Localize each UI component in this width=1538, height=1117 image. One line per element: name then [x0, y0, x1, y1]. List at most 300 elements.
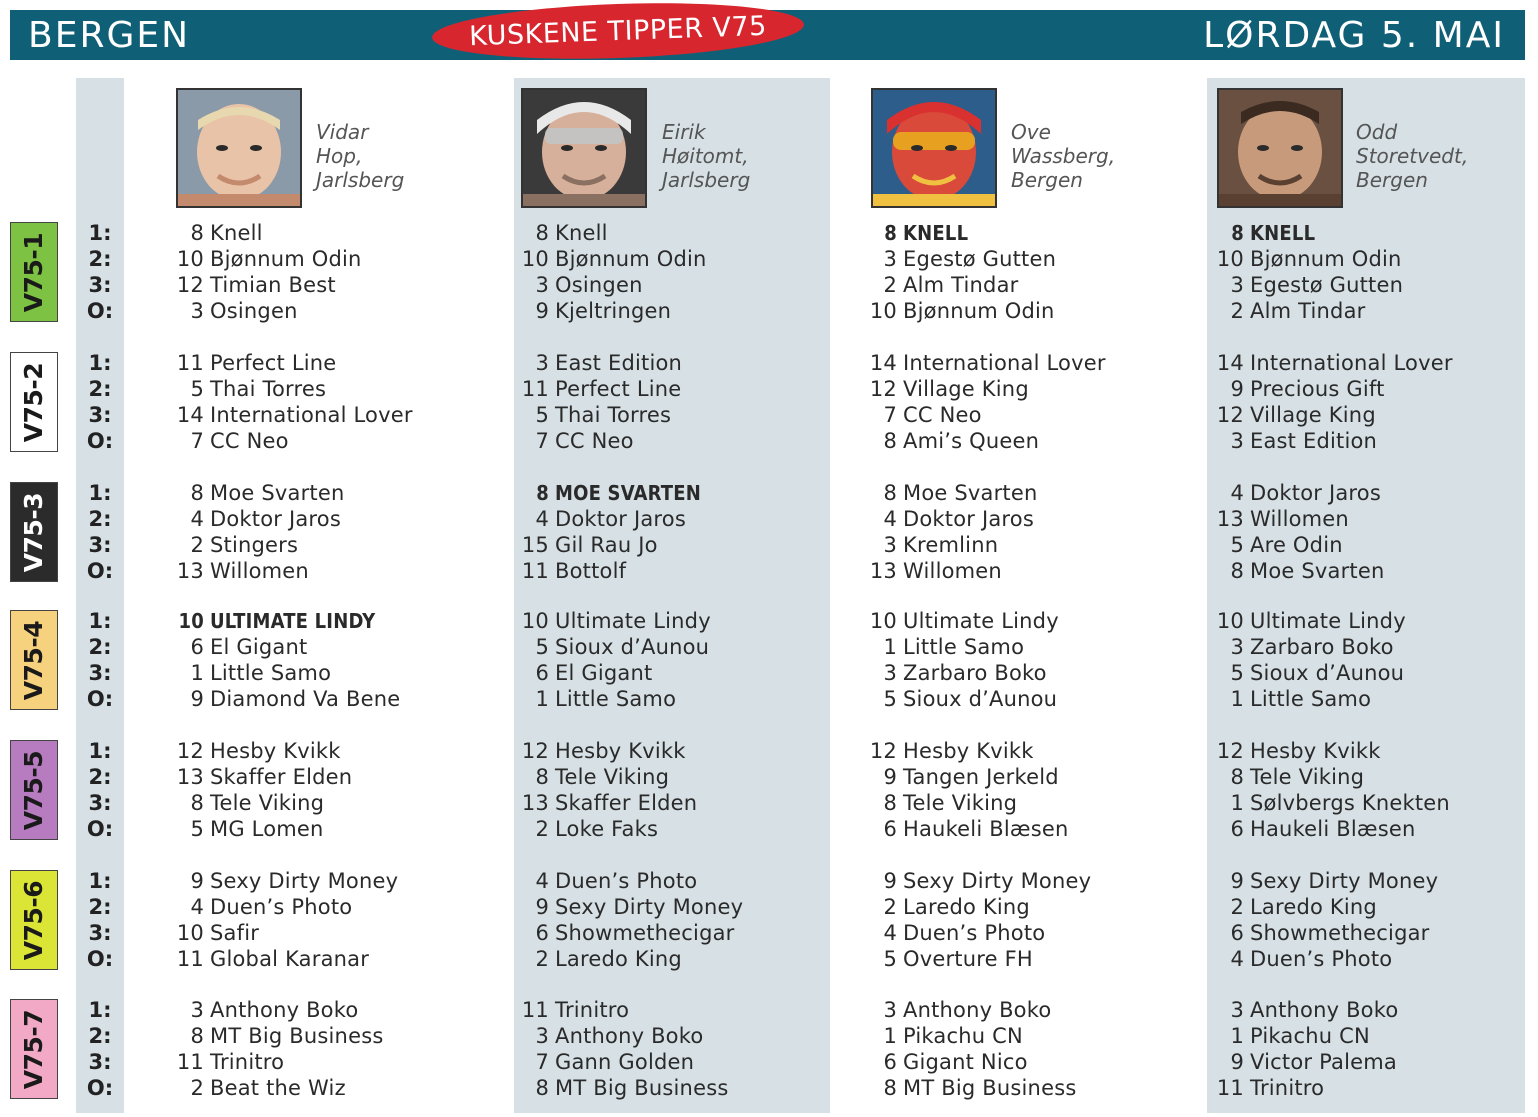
horse-number: 2	[1230, 299, 1244, 323]
horse-pick	[869, 997, 1051, 1023]
horse-name: El Gigant	[555, 661, 653, 685]
horse-number: 3	[1230, 635, 1244, 659]
horse-number: 15	[521, 533, 549, 557]
horse-pick	[1216, 220, 1315, 246]
horse-name: Little Samo	[903, 635, 1025, 659]
horse-pick	[869, 816, 1068, 842]
horse-number: 1	[1230, 1024, 1244, 1048]
horse-pick	[1216, 920, 1430, 946]
horse-name: Pikachu CN	[1250, 1024, 1370, 1048]
badge-text: KUSKENE TIPPER V75	[468, 10, 768, 52]
horse-name: Sexy Dirty Money	[1250, 869, 1439, 893]
horse-pick	[869, 506, 1034, 532]
horse-name: Hesby Kvikk	[210, 739, 341, 763]
horse-pick	[176, 764, 352, 790]
horse-number: 6	[883, 1050, 897, 1074]
horse-name: Doktor Jaros	[555, 507, 686, 531]
horse-pick	[869, 246, 1056, 272]
horse-pick	[869, 480, 1038, 506]
position-label: O:	[86, 1076, 114, 1100]
horse-number: 12	[521, 739, 549, 763]
horse-number: 8	[535, 221, 549, 245]
horse-name: Loke Faks	[555, 817, 659, 841]
horse-pick	[176, 532, 298, 558]
horse-pick	[176, 506, 341, 532]
horse-number: 11	[521, 559, 549, 583]
horse-name: Sioux d’Aunou	[903, 687, 1058, 711]
horse-number: 11	[521, 377, 549, 401]
horse-name: Duen’s Photo	[210, 895, 353, 919]
horse-number: 5	[883, 687, 897, 711]
horse-pick	[1216, 634, 1394, 660]
horse-name: Tele Viking	[1250, 765, 1365, 789]
position-label: 3:	[88, 1050, 112, 1074]
horse-name: Little Samo	[210, 661, 332, 685]
driver-face-icon	[523, 90, 645, 206]
position-label: 2:	[88, 507, 112, 531]
position-label: O:	[86, 817, 114, 841]
horse-pick	[521, 220, 608, 246]
horse-name: Skaffer Elden	[210, 765, 353, 789]
horse-pick	[176, 997, 358, 1023]
driver-photo	[521, 88, 647, 208]
horse-name: Gann Golden	[555, 1050, 695, 1074]
horse-number: 6	[883, 817, 897, 841]
horse-number: 4	[883, 921, 897, 945]
horse-number: 10	[176, 247, 204, 271]
position-label: O:	[86, 299, 114, 323]
position-label: 3:	[88, 273, 112, 297]
horse-name: Beat the Wiz	[210, 1076, 346, 1100]
driver-face-icon	[873, 90, 995, 206]
horse-pick	[176, 350, 336, 376]
horse-pick	[521, 1075, 728, 1101]
horse-number: 12	[1216, 739, 1244, 763]
horse-name: Diamond Va Bene	[210, 687, 401, 711]
race-label	[10, 610, 58, 710]
horse-pick	[869, 634, 1024, 660]
horse-number: 8	[884, 221, 897, 245]
horse-pick	[521, 660, 652, 686]
horse-name: CC Neo	[555, 429, 634, 453]
horse-name: Moe Svarten	[903, 481, 1038, 505]
horse-pick	[521, 790, 697, 816]
horse-number: 3	[190, 299, 204, 323]
horse-name: Zarbaro Boko	[1250, 635, 1394, 659]
horse-number: 7	[535, 429, 549, 453]
horse-number: 8	[1230, 765, 1244, 789]
horse-name: Willomen	[903, 559, 1002, 583]
horse-name: Bottolf	[555, 559, 627, 583]
horse-name: Hesby Kvikk	[555, 739, 686, 763]
driver-name: Odd Storetvedt, Bergen	[1356, 120, 1469, 192]
horse-number: 3	[883, 661, 897, 685]
horse-name: Anthony Boko	[903, 998, 1052, 1022]
horse-number: 1	[1230, 791, 1244, 815]
horse-name: Sexy Dirty Money	[903, 869, 1092, 893]
horse-number: 6	[1230, 817, 1244, 841]
horse-number: 3	[883, 533, 897, 557]
horse-pick	[869, 376, 1029, 402]
horse-number: 13	[176, 559, 204, 583]
horse-name: Knell	[210, 221, 263, 245]
horse-pick	[1216, 558, 1385, 584]
horse-pick	[521, 272, 643, 298]
horse-name: KNELL	[1250, 221, 1316, 245]
driver-photo	[176, 88, 302, 208]
horse-pick	[176, 894, 352, 920]
horse-pick	[521, 428, 634, 454]
horse-name: Alm Tindar	[903, 273, 1019, 297]
horse-pick	[869, 428, 1039, 454]
horse-name: CC Neo	[903, 403, 982, 427]
horse-pick	[1216, 997, 1398, 1023]
horse-pick	[176, 608, 375, 634]
horse-pick	[521, 816, 658, 842]
horse-pick	[1216, 480, 1381, 506]
horse-name: Tangen Jerkeld	[903, 765, 1059, 789]
race-label	[10, 870, 58, 970]
horse-number: 7	[535, 1050, 549, 1074]
horse-name: El Gigant	[210, 635, 308, 659]
horse-number: 8	[536, 481, 549, 505]
horse-pick	[521, 298, 671, 324]
horse-pick	[1216, 816, 1415, 842]
horse-name: Alm Tindar	[1250, 299, 1366, 323]
horse-name: Anthony Boko	[1250, 998, 1399, 1022]
horse-number: 8	[1230, 559, 1244, 583]
horse-pick	[869, 764, 1059, 790]
horse-name: Bjønnum Odin	[903, 299, 1055, 323]
race-label-text: V75-6	[19, 880, 49, 960]
horse-pick	[869, 272, 1019, 298]
horse-number: 13	[521, 791, 549, 815]
horse-number: 8	[190, 791, 204, 815]
horse-number: 10	[869, 609, 897, 633]
race-label	[10, 482, 58, 582]
horse-pick	[176, 272, 336, 298]
horse-number: 7	[190, 429, 204, 453]
horse-number: 9	[190, 869, 204, 893]
horse-pick	[869, 298, 1055, 324]
position-label: 1:	[88, 609, 112, 633]
horse-name: Skaffer Elden	[555, 791, 698, 815]
horse-number: 12	[176, 273, 204, 297]
horse-pick	[521, 686, 676, 712]
horse-number: 3	[883, 247, 897, 271]
race-label-text: V75-1	[19, 232, 49, 312]
horse-number: 12	[1216, 403, 1244, 427]
horse-name: Knell	[555, 221, 608, 245]
horse-name: Sioux d’Aunou	[555, 635, 710, 659]
horse-name: Perfect Line	[210, 351, 337, 375]
horse-pick	[176, 428, 289, 454]
horse-name: Trinitro	[555, 998, 630, 1022]
horse-pick	[521, 997, 629, 1023]
race-label-text: V75-3	[19, 492, 49, 572]
horse-number: 13	[1216, 507, 1244, 531]
horse-pick	[521, 1023, 703, 1049]
horse-name: Moe Svarten	[1250, 559, 1385, 583]
position-label: 2:	[88, 1024, 112, 1048]
horse-name: Victor Palema	[1250, 1050, 1397, 1074]
horse-number: 3	[1230, 429, 1244, 453]
race-label-text: V75-4	[19, 620, 49, 700]
horse-name: Perfect Line	[555, 377, 682, 401]
position-label: 1:	[88, 739, 112, 763]
horse-name: Doktor Jaros	[210, 507, 341, 531]
horse-name: Osingen	[555, 273, 643, 297]
horse-number: 1	[535, 687, 549, 711]
horse-pick	[1216, 894, 1377, 920]
horse-number: 5	[883, 947, 897, 971]
horse-number: 8	[883, 791, 897, 815]
horse-name: KNELL	[903, 221, 969, 245]
horse-pick	[521, 350, 682, 376]
horse-pick	[521, 376, 681, 402]
horse-number: 8	[190, 1024, 204, 1048]
horse-pick	[176, 946, 369, 972]
horse-pick	[176, 686, 400, 712]
race-label	[10, 999, 58, 1099]
horse-name: Zarbaro Boko	[903, 661, 1047, 685]
horse-name: Anthony Boko	[210, 998, 359, 1022]
location-title: BERGEN	[28, 15, 191, 56]
horse-number: 10	[1216, 247, 1244, 271]
horse-name: Egestø Gutten	[903, 247, 1057, 271]
horse-name: Village King	[1250, 403, 1376, 427]
position-label: 3:	[88, 791, 112, 815]
horse-pick	[869, 946, 1033, 972]
horse-name: Doktor Jaros	[1250, 481, 1381, 505]
horse-pick	[869, 220, 968, 246]
horse-name: Bjønnum Odin	[555, 247, 707, 271]
driver-name: Ove Wassberg, Bergen	[1011, 120, 1116, 192]
horse-number: 6	[190, 635, 204, 659]
position-label: 1:	[88, 221, 112, 245]
race-label	[10, 740, 58, 840]
horse-pick	[521, 920, 735, 946]
horse-number: 9	[535, 299, 549, 323]
horse-number: 1	[883, 1024, 897, 1048]
horse-number: 3	[883, 998, 897, 1022]
position-label: 2:	[88, 765, 112, 789]
horse-name: Laredo King	[555, 947, 682, 971]
horse-number: 11	[176, 947, 204, 971]
horse-name: CC Neo	[210, 429, 289, 453]
position-label: O:	[86, 687, 114, 711]
horse-pick	[869, 1023, 1023, 1049]
horse-name: Ultimate Lindy	[1250, 609, 1406, 633]
horse-number: 9	[1230, 377, 1244, 401]
horse-number: 1	[190, 661, 204, 685]
horse-pick	[521, 246, 707, 272]
horse-pick	[1216, 246, 1402, 272]
horse-number: 5	[1230, 661, 1244, 685]
horse-pick	[869, 350, 1106, 376]
horse-name: Osingen	[210, 299, 298, 323]
horse-number: 3	[535, 351, 549, 375]
horse-pick	[176, 790, 324, 816]
horse-name: Sølvbergs Knekten	[1250, 791, 1450, 815]
horse-name: Kremlinn	[903, 533, 999, 557]
horse-number: 10	[176, 921, 204, 945]
horse-pick	[176, 402, 413, 428]
driver-face-icon	[178, 90, 300, 206]
horse-pick	[869, 790, 1017, 816]
horse-number: 3	[535, 1024, 549, 1048]
horse-pick	[869, 660, 1047, 686]
horse-pick	[869, 558, 1002, 584]
horse-pick	[176, 220, 263, 246]
horse-number: 5	[190, 817, 204, 841]
horse-pick	[869, 1075, 1076, 1101]
horse-pick	[521, 894, 743, 920]
horse-name: MT Big Business	[903, 1076, 1077, 1100]
horse-number: 2	[190, 533, 204, 557]
horse-pick	[176, 246, 362, 272]
horse-pick	[176, 868, 398, 894]
horse-pick	[869, 402, 982, 428]
horse-number: 8	[1231, 221, 1244, 245]
horse-name: Tele Viking	[903, 791, 1018, 815]
horse-pick	[1216, 1075, 1324, 1101]
position-label: 2:	[88, 247, 112, 271]
horse-pick	[1216, 532, 1343, 558]
horse-number: 3	[1230, 998, 1244, 1022]
horse-name: Tele Viking	[555, 765, 670, 789]
horse-pick	[869, 608, 1059, 634]
horse-number: 6	[1230, 921, 1244, 945]
horse-pick	[1216, 428, 1377, 454]
horse-pick	[1216, 506, 1349, 532]
date-title: LØRDAG 5. MAI	[1203, 15, 1505, 56]
position-label: 1:	[88, 869, 112, 893]
horse-pick	[176, 1023, 383, 1049]
horse-name: Gigant Nico	[903, 1050, 1028, 1074]
horse-number: 5	[535, 635, 549, 659]
horse-name: Hesby Kvikk	[903, 739, 1034, 763]
horse-pick	[176, 920, 259, 946]
horse-pick	[521, 608, 711, 634]
horse-number: 9	[1230, 1050, 1244, 1074]
horse-pick	[1216, 660, 1404, 686]
horse-name: MG Lomen	[210, 817, 324, 841]
position-label: 1:	[88, 351, 112, 375]
horse-pick	[869, 894, 1030, 920]
horse-number: 14	[1216, 351, 1244, 375]
horse-name: Little Samo	[555, 687, 677, 711]
horse-pick	[176, 660, 331, 686]
horse-number: 9	[190, 687, 204, 711]
horse-number: 1	[1230, 687, 1244, 711]
horse-pick	[176, 738, 341, 764]
horse-pick	[521, 946, 682, 972]
horse-number: 7	[883, 403, 897, 427]
horse-name: Trinitro	[210, 1050, 285, 1074]
horse-pick	[176, 480, 345, 506]
position-label: 1:	[88, 998, 112, 1022]
horse-number: 4	[190, 507, 204, 531]
horse-number: 6	[535, 921, 549, 945]
horse-number: 10	[521, 247, 549, 271]
horse-name: Thai Torres	[210, 377, 327, 401]
horse-pick	[869, 920, 1045, 946]
horse-number: 6	[535, 661, 549, 685]
horse-name: Haukeli Blæsen	[903, 817, 1069, 841]
horse-name: Ultimate Lindy	[555, 609, 711, 633]
horse-name: Duen’s Photo	[903, 921, 1046, 945]
horse-number: 9	[883, 765, 897, 789]
horse-name: MT Big Business	[210, 1024, 384, 1048]
horse-pick	[1216, 402, 1376, 428]
horse-number: 4	[1230, 481, 1244, 505]
horse-pick	[1216, 608, 1406, 634]
horse-number: 5	[1230, 533, 1244, 557]
horse-number: 10	[1216, 609, 1244, 633]
horse-number: 8	[883, 1076, 897, 1100]
horse-pick	[521, 532, 658, 558]
horse-pick	[521, 738, 686, 764]
horse-number: 10	[869, 299, 897, 323]
horse-name: Sexy Dirty Money	[555, 895, 744, 919]
horse-pick	[176, 816, 324, 842]
horse-number: 13	[869, 559, 897, 583]
horse-pick	[521, 868, 697, 894]
horse-number: 2	[535, 817, 549, 841]
horse-number: 8	[190, 221, 204, 245]
horse-name: Laredo King	[903, 895, 1030, 919]
race-label	[10, 222, 58, 322]
horse-name: International Lover	[1250, 351, 1453, 375]
position-label: 2:	[88, 895, 112, 919]
horse-name: Sexy Dirty Money	[210, 869, 399, 893]
horse-number: 9	[1230, 869, 1244, 893]
horse-pick	[521, 764, 669, 790]
horse-name: Laredo King	[1250, 895, 1377, 919]
horse-number: 2	[883, 273, 897, 297]
horse-name: Timian Best	[210, 273, 336, 297]
horse-name: Ami’s Queen	[903, 429, 1040, 453]
horse-pick	[521, 558, 626, 584]
horse-number: 8	[190, 481, 204, 505]
horse-number: 11	[521, 998, 549, 1022]
horse-pick	[1216, 764, 1364, 790]
horse-name: Sioux d’Aunou	[1250, 661, 1405, 685]
horse-pick	[1216, 376, 1385, 402]
horse-number: 8	[535, 1076, 549, 1100]
horse-number: 1	[883, 635, 897, 659]
horse-name: MT Big Business	[555, 1076, 729, 1100]
horse-number: 8	[883, 429, 897, 453]
position-label: 3:	[88, 403, 112, 427]
horse-name: Tele Viking	[210, 791, 325, 815]
horse-pick	[176, 1075, 346, 1101]
race-label-text: V75-7	[19, 1009, 49, 1089]
horse-name: Global Karanar	[210, 947, 370, 971]
horse-name: Are Odin	[1250, 533, 1343, 557]
horse-pick	[521, 506, 686, 532]
horse-number: 11	[176, 1050, 204, 1074]
horse-number: 2	[1230, 895, 1244, 919]
horse-name: Trinitro	[1250, 1076, 1325, 1100]
position-label: O:	[86, 559, 114, 583]
driver-photo	[1217, 88, 1343, 208]
horse-name: Pikachu CN	[903, 1024, 1023, 1048]
position-label: 2:	[88, 635, 112, 659]
horse-pick	[1216, 790, 1450, 816]
horse-name: East Edition	[1250, 429, 1378, 453]
